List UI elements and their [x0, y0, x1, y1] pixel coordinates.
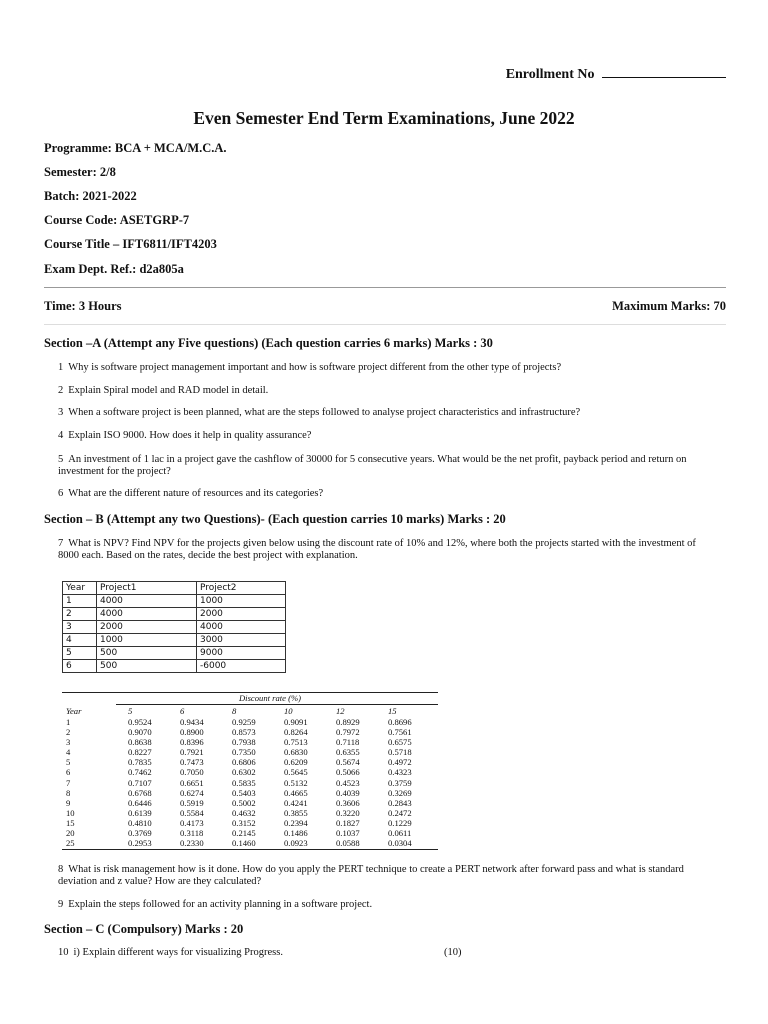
table-cell: 2	[63, 608, 97, 621]
question-text: What are the different nature of resources and its categories?	[68, 488, 324, 499]
table-cell: 1	[63, 595, 97, 608]
factor-cell: 0.8900	[180, 727, 204, 738]
factor-cell: 0.3606	[336, 797, 360, 808]
factor-cell: 0.2394	[284, 817, 308, 828]
question-text: Why is software project management important and how is software project different from the other type of projects?	[68, 362, 562, 373]
programme-line: Programme: BCA + MCA/M.C.A.	[44, 141, 227, 155]
question-number: 8	[58, 864, 64, 875]
question-2	[58, 385, 708, 397]
factor-cell: 0.6355	[336, 747, 360, 758]
table-row	[63, 634, 286, 647]
discount-row	[62, 788, 438, 798]
question-number: 4	[58, 430, 64, 441]
factor-cell: 0.3152	[232, 817, 256, 828]
table-cell: 3000	[197, 634, 286, 647]
factor-cell: 0.4632	[232, 807, 256, 818]
factor-cell: 0.9259	[232, 717, 256, 727]
question-text: i) Explain different ways for visualizing Progress.	[73, 947, 283, 958]
question-7	[58, 538, 708, 561]
factor-cell: 0.6139	[128, 807, 152, 818]
factor-cell: 0.7350	[232, 747, 256, 758]
year-cell: 15	[66, 817, 75, 828]
factor-cell: 0.5645	[284, 767, 308, 778]
table-cell: 2000	[197, 608, 286, 621]
question-number: 3	[58, 407, 64, 418]
divider	[44, 324, 726, 325]
factor-cell: 0.7118	[336, 737, 360, 748]
table-cell: 500	[97, 660, 197, 673]
table-cell: 2000	[97, 621, 197, 634]
factor-cell: 0.7972	[336, 727, 360, 738]
table-cell: -6000	[197, 660, 286, 673]
factor-cell: 0.7938	[232, 737, 256, 748]
discount-row	[62, 767, 438, 777]
discount-rate-caption: Discount rate (%)	[238, 693, 302, 703]
year-cell: 10	[66, 807, 75, 818]
question-number: 5	[58, 454, 64, 465]
year-cell: 1	[66, 717, 71, 727]
factor-cell: 0.2843	[388, 797, 412, 808]
table-cell: 500	[97, 647, 197, 660]
enrollment-blank-line	[602, 66, 726, 78]
table-header-cell: Project2	[197, 582, 286, 595]
factor-cell: 0.2330	[180, 838, 204, 849]
factor-cell: 0.8696	[388, 717, 412, 727]
year-cell: 3	[66, 737, 71, 748]
factor-cell: 0.8638	[128, 737, 152, 748]
table-cell: 1000	[197, 595, 286, 608]
factor-cell: 0.9070	[128, 727, 152, 738]
factor-cell: 0.4523	[336, 777, 360, 788]
factor-cell: 0.5403	[232, 787, 256, 798]
year-cell: 5	[66, 757, 71, 768]
factor-cell: 0.4972	[388, 757, 412, 768]
year-header: Year	[66, 706, 82, 716]
semester-line: Semester: 2/8	[44, 165, 116, 179]
course-title-line: Course Title – IFT6811/IFT4203	[44, 237, 217, 251]
table-header-cell: Project1	[97, 582, 197, 595]
factor-cell: 0.5584	[180, 807, 204, 818]
table-row	[63, 660, 286, 673]
factor-cell: 0.3769	[128, 828, 152, 839]
factor-cell: 0.6830	[284, 747, 308, 758]
rate-header: 12	[336, 706, 345, 716]
question-number: 2	[58, 385, 64, 396]
question-10	[58, 947, 708, 959]
question-text: Explain ISO 9000. How does it help in quality assurance?	[68, 430, 312, 441]
factor-cell: 0.5066	[336, 767, 360, 778]
factor-cell: 0.7107	[128, 777, 152, 788]
table-row	[63, 595, 286, 608]
factor-cell: 0.4323	[388, 767, 412, 778]
factor-cell: 0.4039	[336, 787, 360, 798]
table-row	[63, 621, 286, 634]
year-cell: 7	[66, 777, 71, 788]
factor-cell: 0.6302	[232, 767, 256, 778]
table-row	[63, 608, 286, 621]
table-row	[63, 647, 286, 660]
year-cell: 2	[66, 727, 71, 738]
factor-cell: 0.1037	[336, 828, 360, 839]
factor-cell: 0.4173	[180, 817, 204, 828]
year-cell: 25	[66, 838, 75, 849]
table-cell: 5	[63, 647, 97, 660]
factor-cell: 0.5132	[284, 777, 308, 788]
factor-cell: 0.8227	[128, 747, 152, 758]
discount-row	[62, 838, 438, 848]
rate-header: 10	[284, 706, 293, 716]
year-cell: 6	[66, 767, 71, 778]
factor-cell: 0.3118	[180, 828, 204, 839]
question-text: An investment of 1 lac in a project gave the cashflow of 30000 for 5 consecutive years. What would be the net profit, payback period and return on investment for the project?	[58, 454, 687, 477]
discount-row	[62, 727, 438, 737]
factor-cell: 0.6274	[180, 787, 204, 798]
section-b-heading: Section – B (Attempt any two Questions)- (Each question carries 10 marks) Marks : 20	[44, 512, 506, 526]
factor-cell: 0.0611	[388, 828, 412, 839]
question-3	[58, 407, 708, 419]
year-cell: 8	[66, 787, 71, 798]
year-cell: 20	[66, 828, 75, 839]
exam-ref-line: Exam Dept. Ref.: d2a805a	[44, 262, 184, 276]
discount-row	[62, 828, 438, 838]
factor-cell: 0.8396	[180, 737, 204, 748]
table-cell: 3	[63, 621, 97, 634]
discount-row	[62, 747, 438, 757]
factor-cell: 0.5002	[232, 797, 256, 808]
factor-cell: 0.6806	[232, 757, 256, 768]
factor-cell: 0.1229	[388, 817, 412, 828]
divider	[44, 287, 726, 288]
discount-row	[62, 778, 438, 788]
factor-cell: 0.1486	[284, 828, 308, 839]
year-cell: 4	[66, 747, 71, 758]
table-cell: 1000	[97, 634, 197, 647]
factor-cell: 0.7561	[388, 727, 412, 738]
factor-cell: 0.4810	[128, 817, 152, 828]
project-cashflow-table	[62, 581, 286, 673]
factor-cell: 0.7835	[128, 757, 152, 768]
discount-row	[62, 717, 438, 727]
factor-cell: 0.3855	[284, 807, 308, 818]
table-cell: 4000	[97, 608, 197, 621]
factor-cell: 0.1460	[232, 838, 256, 849]
table-cell: 4000	[97, 595, 197, 608]
time-allowed: Time: 3 Hours	[44, 299, 122, 313]
batch-line: Batch: 2021-2022	[44, 189, 137, 203]
factor-cell: 0.5674	[336, 757, 360, 768]
factor-cell: 0.0304	[388, 838, 412, 849]
discount-row	[62, 757, 438, 767]
question-text: When a software project is been planned, what are the steps followed to analyse project characteristics and infrastructure?	[68, 407, 581, 418]
rate-header: 5	[128, 706, 133, 716]
factor-cell: 0.2145	[232, 828, 256, 839]
factor-cell: 0.4665	[284, 787, 308, 798]
question-number: 7	[58, 538, 64, 549]
discount-factor-table	[62, 692, 438, 850]
section-c-heading: Section – C (Compulsory) Marks : 20	[44, 922, 244, 936]
table-rule	[62, 849, 438, 850]
discount-row	[62, 808, 438, 818]
question-4	[58, 430, 708, 442]
discount-row	[62, 818, 438, 828]
factor-cell: 0.3220	[336, 807, 360, 818]
factor-cell: 0.9091	[284, 717, 308, 727]
question-10-marks: (10)	[444, 947, 462, 958]
table-header-row	[63, 582, 286, 595]
factor-cell: 0.0923	[284, 838, 308, 849]
discount-row	[62, 737, 438, 747]
factor-cell: 0.6209	[284, 757, 308, 768]
year-cell: 9	[66, 797, 71, 808]
question-text: What is NPV? Find NPV for the projects given below using the discount rate of 10% and 12%, where both the projects started with the investment of 8000 each. Based on the rates, decide the best project with explanation.	[58, 538, 696, 561]
factor-cell: 0.8573	[232, 727, 256, 738]
factor-cell: 0.6768	[128, 787, 152, 798]
question-9	[58, 899, 708, 911]
factor-cell: 0.6575	[388, 737, 412, 748]
factor-cell: 0.8264	[284, 727, 308, 738]
exam-title: Even Semester End Term Examinations, June 2022	[193, 108, 575, 128]
question-number: 10	[58, 947, 69, 958]
factor-cell: 0.9524	[128, 717, 152, 727]
rate-header: 8	[232, 706, 237, 716]
enrollment-label: Enrollment No	[505, 67, 595, 82]
factor-cell: 0.7921	[180, 747, 204, 758]
factor-cell: 0.6446	[128, 797, 152, 808]
factor-cell: 0.5919	[180, 797, 204, 808]
question-8	[58, 864, 708, 887]
factor-cell: 0.8929	[336, 717, 360, 727]
enrollment-field	[506, 66, 726, 83]
question-text: What is risk management how is it done. How do you apply the PERT technique to create a PERT network after forward pass and what is standard deviation and z value? How are they calculated?	[58, 864, 684, 887]
factor-cell: 0.0588	[336, 838, 360, 849]
factor-cell: 0.5835	[232, 777, 256, 788]
factor-cell: 0.2472	[388, 807, 412, 818]
discount-header-row	[62, 705, 438, 717]
factor-cell: 0.5718	[388, 747, 412, 758]
table-header-cell: Year	[63, 582, 97, 595]
factor-cell: 0.7513	[284, 737, 308, 748]
question-number: 1	[58, 362, 64, 373]
question-1	[58, 362, 708, 374]
factor-cell: 0.2953	[128, 838, 152, 849]
table-cell: 6	[63, 660, 97, 673]
discount-row	[62, 798, 438, 808]
rate-header: 6	[180, 706, 185, 716]
table-cell: 9000	[197, 647, 286, 660]
section-a-heading: Section –A (Attempt any Five questions) (Each question carries 6 marks) Marks : 30	[44, 336, 493, 350]
question-6	[58, 488, 708, 500]
question-number: 6	[58, 488, 64, 499]
maximum-marks: Maximum Marks: 70	[612, 299, 726, 313]
question-number: 9	[58, 899, 64, 910]
factor-cell: 0.7462	[128, 767, 152, 778]
question-text: Explain the steps followed for an activity planning in a software project.	[68, 899, 373, 910]
factor-cell: 0.4241	[284, 797, 308, 808]
question-5	[58, 454, 708, 477]
factor-cell: 0.7050	[180, 767, 204, 778]
rate-header: 15	[388, 706, 397, 716]
factor-cell: 0.7473	[180, 757, 204, 768]
course-code-line: Course Code: ASETGRP-7	[44, 213, 190, 227]
factor-cell: 0.9434	[180, 717, 204, 727]
table-cell: 4000	[197, 621, 286, 634]
factor-cell: 0.3759	[388, 777, 412, 788]
factor-cell: 0.1827	[336, 817, 360, 828]
factor-cell: 0.6651	[180, 777, 204, 788]
factor-cell: 0.3269	[388, 787, 412, 798]
discount-rows	[62, 717, 438, 848]
table-cell: 4	[63, 634, 97, 647]
question-text: Explain Spiral model and RAD model in detail.	[68, 385, 269, 396]
